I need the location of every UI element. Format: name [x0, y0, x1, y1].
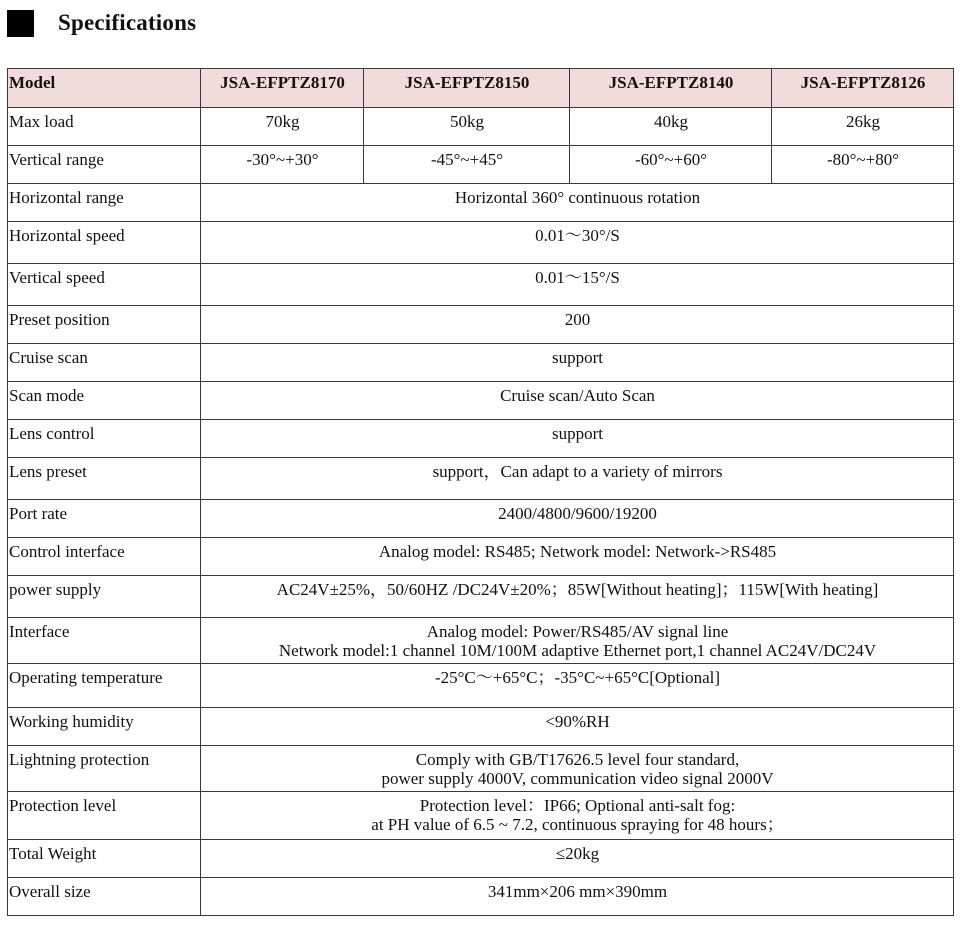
row-label	[8, 146, 201, 184]
row-label-text: Control interface	[9, 542, 125, 561]
row-value-merged	[201, 184, 954, 222]
row-value	[201, 146, 364, 184]
row-value-line: Protection level：IP66; Optional anti-salt fog:	[419, 796, 736, 815]
row-value-merged	[201, 538, 954, 576]
row-label-text: Lens control	[9, 424, 95, 443]
black-square-bullet-icon	[7, 10, 34, 37]
row-value-line: 200	[564, 310, 591, 329]
row-value-line: 341mm×206 mm×390mm	[487, 882, 668, 901]
row-value	[772, 146, 954, 184]
row-label-text: Overall size	[9, 882, 91, 901]
row-value-merged	[201, 878, 954, 916]
row-label	[8, 708, 201, 746]
row-value-line: power supply 4000V, communication video signal 2000V	[381, 769, 774, 788]
row-value-merged	[201, 382, 954, 420]
row-value-text: -45°~+45°	[430, 150, 504, 169]
row-value-line: Analog model: Power/RS485/AV signal line	[426, 622, 729, 641]
row-value-line: -25°C～+65°C；-35°C~+65°C[Optional]	[434, 668, 721, 687]
row-value-merged	[201, 264, 954, 306]
row-label	[8, 664, 201, 708]
table-row	[8, 500, 954, 538]
table-row	[8, 222, 954, 264]
row-label	[8, 576, 201, 618]
row-label	[8, 458, 201, 500]
row-value-merged	[201, 708, 954, 746]
table-header-row	[8, 69, 954, 108]
row-label	[8, 878, 201, 916]
row-value-merged	[201, 618, 954, 664]
table-row	[8, 708, 954, 746]
page-title: Specifications	[58, 10, 197, 35]
table-row	[8, 576, 954, 618]
section-heading	[7, 9, 196, 37]
table-row	[8, 664, 954, 708]
row-value-text: 50kg	[450, 112, 484, 131]
row-label-text: Horizontal speed	[9, 226, 125, 245]
row-value-merged	[201, 792, 954, 840]
row-value-text: -30°~+30°	[246, 150, 319, 169]
table-row	[8, 746, 954, 792]
row-label-text: Working humidity	[9, 712, 134, 731]
row-label-text: Lens preset	[9, 462, 87, 481]
row-value-merged	[201, 458, 954, 500]
row-value-merged	[201, 306, 954, 344]
row-value-text: 40kg	[654, 112, 688, 131]
row-label-text: Vertical speed	[9, 268, 105, 287]
row-value-line: 2400/4800/9600/19200	[498, 504, 657, 523]
table-row	[8, 458, 954, 500]
table-row	[8, 618, 954, 664]
row-value-line: support，Can adapt to a variety of mirrors	[432, 462, 723, 481]
row-label	[8, 222, 201, 264]
row-label-text: Port rate	[9, 504, 68, 523]
row-value-text: -80°~+80°	[826, 150, 900, 169]
row-label-text: Horizontal range	[9, 188, 124, 207]
row-value-line: 0.01～15°/S	[535, 268, 620, 287]
table-row	[8, 108, 954, 146]
table-row	[8, 382, 954, 420]
table-row	[8, 840, 954, 878]
row-label	[8, 746, 201, 792]
table-row	[8, 538, 954, 576]
table-row	[8, 792, 954, 840]
row-value-line: Cruise scan/Auto Scan	[500, 386, 655, 405]
table-row	[8, 146, 954, 184]
row-label-text: Scan mode	[9, 386, 85, 405]
row-value-line: Comply with GB/T17626.5 level four standard,	[415, 750, 740, 769]
row-label-text: Cruise scan	[9, 348, 88, 367]
row-label-text: Vertical range	[9, 150, 104, 169]
row-label-text: Max load	[9, 112, 74, 131]
row-value-merged	[201, 344, 954, 382]
header-model: JSA-EFPTZ8126	[772, 69, 954, 108]
row-value	[364, 146, 570, 184]
row-value-line: AC24V±25%，50/60HZ /DC24V±20%；85W[Without heating]；115W[With heating]	[276, 580, 879, 599]
row-value-line: ≤20kg	[555, 844, 600, 863]
row-label	[8, 184, 201, 222]
row-value-line: Network model:1 channel 10M/100M adaptive Ethernet port,1 channel AC24V/DC24V	[278, 641, 877, 660]
row-value	[201, 108, 364, 146]
table-row	[8, 420, 954, 458]
row-value-line: 0.01～30°/S	[535, 226, 620, 245]
row-label	[8, 792, 201, 840]
row-value-line: Horizontal 360° continuous rotation	[454, 188, 701, 207]
row-label	[8, 618, 201, 664]
row-value-line: <90%RH	[545, 712, 610, 731]
row-value-text: 70kg	[265, 112, 300, 131]
row-value-line: Analog model: RS485; Network model: Network->RS485	[378, 542, 777, 561]
header-model: JSA-EFPTZ8140	[570, 69, 772, 108]
row-label-text: Preset position	[9, 310, 110, 329]
table-row	[8, 264, 954, 306]
table-row	[8, 344, 954, 382]
row-value-merged	[201, 500, 954, 538]
row-label-text: power supply	[9, 580, 102, 599]
row-value	[570, 108, 772, 146]
row-label-text: Operating temperature	[9, 668, 163, 687]
specifications-table	[7, 68, 954, 916]
header-label-model: Model	[8, 69, 201, 108]
row-value-merged	[201, 664, 954, 708]
row-label	[8, 264, 201, 306]
row-label	[8, 108, 201, 146]
header-model: JSA-EFPTZ8170	[201, 69, 364, 108]
row-label	[8, 840, 201, 878]
row-label-text: Protection level	[9, 796, 117, 815]
table-row	[8, 306, 954, 344]
row-value-merged	[201, 576, 954, 618]
header-model: JSA-EFPTZ8150	[364, 69, 570, 108]
row-value-merged	[201, 420, 954, 458]
row-label	[8, 382, 201, 420]
row-value-merged	[201, 840, 954, 878]
table-body	[8, 108, 954, 916]
row-label-text: Lightning protection	[9, 750, 150, 769]
row-label-text: Total Weight	[9, 844, 97, 863]
row-value	[570, 146, 772, 184]
row-label	[8, 306, 201, 344]
row-label	[8, 420, 201, 458]
row-value	[364, 108, 570, 146]
row-value-line: at PH value of 6.5 ~ 7.2, continuous spraying for 48 hours；	[371, 815, 784, 834]
row-label	[8, 500, 201, 538]
row-label	[8, 344, 201, 382]
row-value-line: support	[552, 348, 603, 367]
table-row	[8, 184, 954, 222]
row-value	[772, 108, 954, 146]
row-value-line: support	[552, 424, 603, 443]
row-value-text: 26kg	[846, 112, 880, 131]
row-label-text: Interface	[9, 622, 70, 641]
table-row	[8, 878, 954, 916]
row-value-merged	[201, 222, 954, 264]
row-label	[8, 538, 201, 576]
row-value-text: -60°~+60°	[634, 150, 708, 169]
row-value-merged	[201, 746, 954, 792]
